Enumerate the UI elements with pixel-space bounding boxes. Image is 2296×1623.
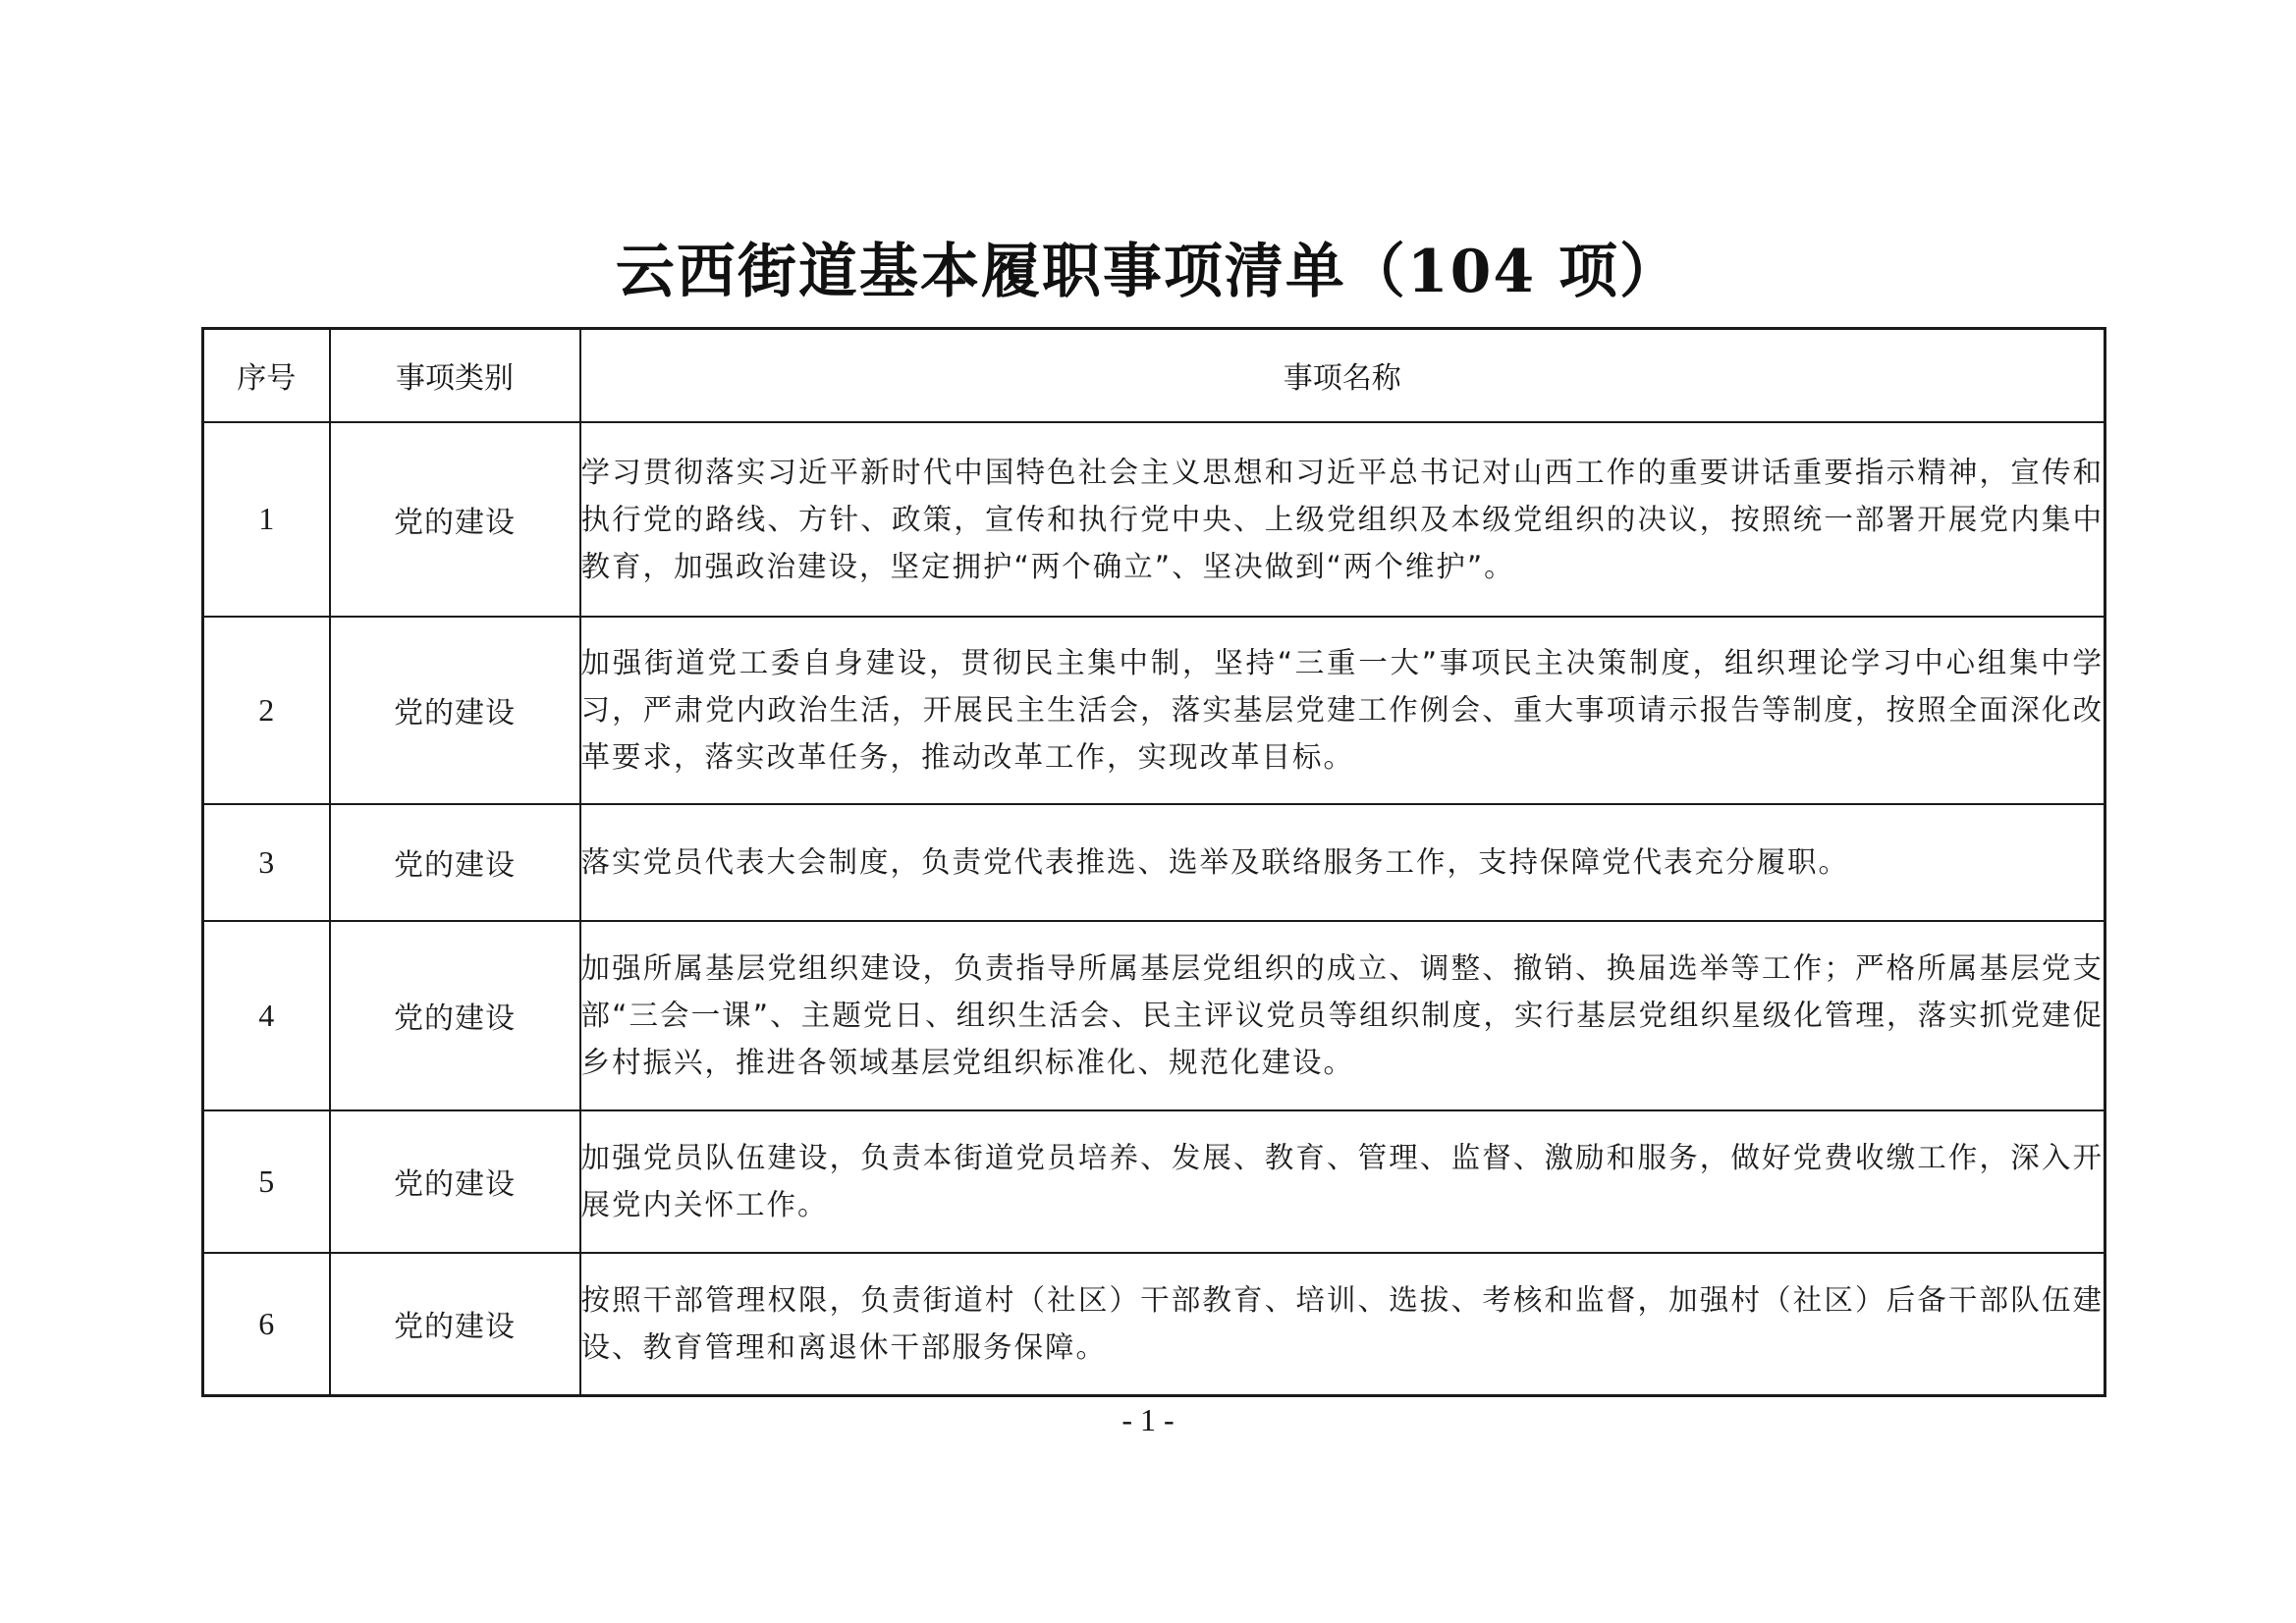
row-serial-number: 6 <box>203 1253 330 1396</box>
page-number: - 1 - <box>1121 1402 1175 1437</box>
header-item-name: 事项名称 <box>580 329 2105 422</box>
row-serial-number: 5 <box>203 1110 330 1253</box>
row-serial-number: 2 <box>203 617 330 804</box>
document-title: 云西街道基本履职事项清单（104 项） <box>615 238 1681 306</box>
header-serial-number: 序号 <box>203 329 330 422</box>
row-serial-number: 3 <box>203 804 330 921</box>
row-category: 党的建设 <box>330 617 580 804</box>
row-category: 党的建设 <box>330 804 580 921</box>
row-category: 党的建设 <box>330 1110 580 1253</box>
row-item-name: 加强街道党工委自身建设，贯彻民主集中制，坚持“三重一大”事项民主决策制度，组织理论学习中心组集中学习，严肃党内政治生活，开展民主生活会，落实基层党建工作例会、重大事项请示报告等制度，按照全面深化改革要求，落实改革任务，推动改革工作，实现改革目标。 <box>580 617 2105 804</box>
row-category: 党的建设 <box>330 1253 580 1396</box>
row-serial-number: 1 <box>203 422 330 617</box>
row-item-name: 加强党员队伍建设，负责本街道党员培养、发展、教育、管理、监督、激励和服务，做好党费收缴工作，深入开展党内关怀工作。 <box>580 1110 2105 1253</box>
row-category: 党的建设 <box>330 921 580 1110</box>
table-row <box>203 921 2105 1110</box>
table-row <box>203 1110 2105 1253</box>
table-row <box>203 804 2105 921</box>
table-row <box>203 1253 2105 1396</box>
row-serial-number: 4 <box>203 921 330 1110</box>
duties-table <box>201 327 2106 1397</box>
table-header-row <box>203 329 2105 422</box>
table-row <box>203 617 2105 804</box>
row-item-name: 按照干部管理权限，负责街道村（社区）干部教育、培训、选拔、考核和监督，加强村（社区）后备干部队伍建设、教育管理和离退休干部服务保障。 <box>580 1253 2105 1396</box>
row-item-name: 学习贯彻落实习近平新时代中国特色社会主义思想和习近平总书记对山西工作的重要讲话重要指示精神，宣传和执行党的路线、方针、政策，宣传和执行党中央、上级党组织及本级党组织的决议，按照统一部署开展党内集中教育，加强政治建设，坚定拥护“两个确立”、坚决做到“两个维护”。 <box>580 422 2105 617</box>
table-row <box>203 422 2105 617</box>
row-item-name: 加强所属基层党组织建设，负责指导所属基层党组织的成立、调整、撤销、换届选举等工作；严格所属基层党支部“三会一课”、主题党日、组织生活会、民主评议党员等组织制度，实行基层党组织星级化管理，落实抓党建促乡村振兴，推进各领域基层党组织标准化、规范化建设。 <box>580 921 2105 1110</box>
row-item-name: 落实党员代表大会制度，负责党代表推选、选举及联络服务工作，支持保障党代表充分履职。 <box>580 804 2105 921</box>
header-category: 事项类别 <box>330 329 580 422</box>
row-category: 党的建设 <box>330 422 580 617</box>
